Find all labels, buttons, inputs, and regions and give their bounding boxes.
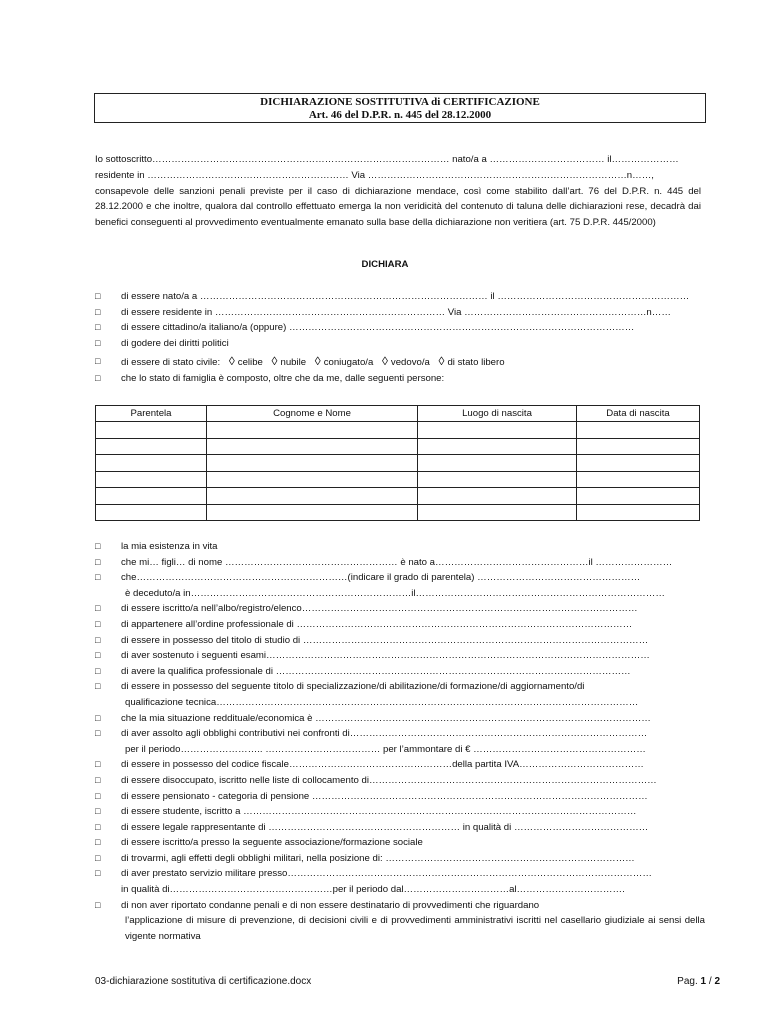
list-item[interactable]: □ di essere legale rappresentante di …………………………………………………… in qualità di …………………………………… <box>95 820 705 836</box>
family-table <box>95 405 700 521</box>
table-cell[interactable] <box>577 455 700 472</box>
checkbox[interactable]: □ <box>95 618 101 629</box>
table-cell[interactable] <box>418 504 577 521</box>
table-cell[interactable] <box>96 504 207 521</box>
continuation-line: è deceduto/a in……………………………………………………………il…………………………………………………………………… <box>125 587 665 599</box>
option-coniugato: coniugato/a <box>323 357 374 369</box>
continuation-line: per il periodo…………………….. ……………………………… per l’ammontare di € ……………………………………………… <box>125 743 646 755</box>
list-item[interactable]: □ di aver assolto agli obblighi contributivi nei confronti di………………………………………………………………………………… per il periodo…………………….. ……………………………… per l’ammontare di € ……………………………………………… <box>95 726 705 757</box>
table-cell[interactable] <box>207 455 418 472</box>
checkbox[interactable]: □ <box>95 852 101 863</box>
list-item[interactable]: □ di essere disoccupato, iscritto nelle liste di collocamento di……………………………………………………………………………… <box>95 773 705 789</box>
table-cell[interactable] <box>577 504 700 521</box>
list-item[interactable]: □ di essere studente, iscritto a …………………………………………………………………………………………………………… <box>95 804 705 820</box>
table-cell[interactable] <box>418 438 577 455</box>
list-item[interactable]: □ di essere pensionato - categoria di pensione …………………………………………………………………………………………… <box>95 789 705 805</box>
list-item[interactable]: □ di appartenere all’ordine professionale di …………………………………………………………………………………………… <box>95 617 705 633</box>
document-subtitle: Art. 46 del D.P.R. n. 445 del 28.12.2000 <box>308 109 492 121</box>
table-cell[interactable] <box>96 422 207 439</box>
checkbox[interactable]: □ <box>95 728 101 739</box>
checkbox[interactable]: □ <box>95 322 101 333</box>
checkbox[interactable]: □ <box>95 603 101 614</box>
checkbox[interactable]: □ <box>95 572 101 583</box>
table-cell[interactable] <box>577 438 700 455</box>
dichiara-heading: DICHIARA <box>361 259 409 270</box>
option-nubile: nubile <box>280 357 307 369</box>
checkbox[interactable]: □ <box>95 306 101 317</box>
document-title: DICHIARAZIONE SOSTITUTIVA di CERTIFICAZIONE <box>260 96 540 108</box>
list-item[interactable]: □ di trovarmi, agli effetti degli obblighi militari, nella posizione di: …………………………………………………………………… <box>95 851 705 867</box>
checkbox[interactable]: □ <box>95 899 101 910</box>
list-item[interactable]: □ di essere iscritto/a nell’albo/registro/elenco…………………………………………………………………………………………… <box>95 601 705 617</box>
list-item[interactable]: □ che la mia situazione reddituale/economica è …………………………………………………………………………………………… <box>95 711 705 727</box>
column-header: Luogo di nascita <box>418 406 577 422</box>
table-cell[interactable] <box>207 504 418 521</box>
list-item[interactable]: □ che…………………………………………………………(indicare il grado di parentela) …………………………………………… è deceduto/a in……………………………………………………………il…………………………………………………………………… <box>95 570 705 601</box>
option-vedovo: vedovo/a <box>390 357 430 369</box>
table-row <box>96 504 700 521</box>
checkbox[interactable]: □ <box>95 806 101 817</box>
title-box <box>94 93 706 123</box>
checkbox[interactable]: □ <box>95 665 101 676</box>
list-item[interactable]: □ che lo stato di famiglia è composto, oltre che da me, dalle seguenti persone: <box>95 371 705 387</box>
list-item[interactable]: □ di essere nato/a a ……………………………………………………………………………… il …………………………………………………… <box>95 289 705 305</box>
list-item[interactable]: □ di essere cittadino/a italiano/a (oppure) ……………………………………………………………………………………………… <box>95 320 705 336</box>
checkbox[interactable]: □ <box>95 868 101 879</box>
checkbox[interactable]: □ <box>95 556 101 567</box>
column-header: Cognome e Nome <box>207 406 418 422</box>
checkbox[interactable]: □ <box>95 837 101 848</box>
intro-paragraph: consapevole delle sanzioni penali previste per il caso di dichiarazione mendace, così come stabilito dall’art. 76 del D.P.R. n. 445 del 28.12.2000 e che inoltre, qualora dal controllo effettuato emerga la non veridicità del contenuto di taluna delle dichiarazioni rese, decadrà dai benefici conseguenti al provvedimento eventualmente emanato sulla base della dichiarazione non veritiera (art. 75 D.P.R. 445/2000) <box>95 185 701 229</box>
table-cell[interactable] <box>418 455 577 472</box>
footer-page-number: Pag. 1 / 2 <box>677 976 720 987</box>
checkbox[interactable]: □ <box>95 372 101 383</box>
list-item[interactable]: □ di avere la qualifica professionale di ………………………………………………………………………………………………… <box>95 664 705 680</box>
checkbox[interactable]: □ <box>95 759 101 770</box>
diamond-icon[interactable]: ◊ <box>381 354 388 369</box>
stato-civile-item[interactable] <box>95 354 705 371</box>
diamond-icon[interactable]: ◊ <box>271 354 278 369</box>
diamond-icon[interactable]: ◊ <box>314 354 321 369</box>
list-item[interactable]: □ di essere in possesso del seguente titolo di specializzazione/di abilitazione/di formazione/di aggiornamento/di qualificazione tecnica…………………………………………………………………………………………………………………… <box>95 679 705 710</box>
intro-line-name: Io sottoscritto………………………………………………………………………………… nato/a a ……………………………… il………………… <box>95 154 679 165</box>
table-header-row <box>96 406 700 422</box>
option-celibe: celibe <box>237 357 263 369</box>
table-cell[interactable] <box>207 488 418 505</box>
table-row <box>96 455 700 472</box>
stato-civile-label: di essere di stato civile: <box>121 357 221 369</box>
checkbox[interactable]: □ <box>95 634 101 645</box>
table-cell[interactable] <box>418 471 577 488</box>
checkbox[interactable]: □ <box>95 712 101 723</box>
checkbox[interactable]: □ <box>95 821 101 832</box>
table-cell[interactable] <box>577 422 700 439</box>
table-row <box>96 422 700 439</box>
list-item[interactable]: □ di aver prestato servizio militare presso…………………………………………………………………………………………………… in qualità di……………………………………………per il periodo dal……………………………al……………………………. <box>95 866 705 897</box>
intro-section <box>95 152 701 231</box>
list-item[interactable]: □ di essere in possesso del codice fiscale……………………………………………della partita IVA………………………………… <box>95 757 705 773</box>
intro-line-residence: residente in ……………………………………………………… Via ………………………………………………………………………n……, <box>95 169 654 181</box>
table-cell[interactable] <box>96 438 207 455</box>
footer-filename: 03-dichiarazione sostitutiva di certificazione.docx <box>95 976 312 987</box>
table-cell[interactable] <box>207 422 418 439</box>
list-item[interactable]: □ di essere residente in ……………………………………………………………… Via …………………………………………………n…… <box>95 305 705 321</box>
checkbox[interactable]: □ <box>95 541 101 551</box>
option-stato-libero: di stato libero <box>447 357 505 369</box>
column-header: Parentela <box>96 406 207 422</box>
checkbox[interactable]: □ <box>95 774 101 785</box>
table-row <box>96 488 700 505</box>
table-row <box>96 438 700 455</box>
table-cell[interactable] <box>207 471 418 488</box>
checkbox[interactable]: □ <box>95 790 101 801</box>
list-item[interactable]: □ di godere dei diritti politici <box>95 336 705 352</box>
table-cell[interactable] <box>207 438 418 455</box>
list-item[interactable]: □ la mia esistenza in vita <box>95 539 705 555</box>
checkbox[interactable]: □ <box>95 356 101 367</box>
table-cell[interactable] <box>96 488 207 505</box>
list-item[interactable]: □ di aver sostenuto i seguenti esami………………………………………………………………………………………………………… <box>95 648 705 664</box>
table-cell[interactable] <box>96 471 207 488</box>
column-header: Data di nascita <box>577 406 700 422</box>
continuation-line: in qualità di……………………………………………per il periodo dal……………………………al……………………………. <box>121 884 625 896</box>
list-item[interactable]: □ che mi… figli… di nome ……………………………………………… è nato a…………………………………………il …………………… <box>95 555 705 571</box>
second-declaration-list <box>95 539 705 944</box>
table-cell[interactable] <box>96 455 207 472</box>
table-cell[interactable] <box>577 471 700 488</box>
checkbox[interactable]: □ <box>95 291 101 301</box>
checkbox[interactable]: □ <box>95 681 101 692</box>
table-cell[interactable] <box>418 488 577 505</box>
table-row <box>96 471 700 488</box>
first-declaration-list <box>95 289 705 387</box>
diamond-icon[interactable]: ◊ <box>228 354 235 369</box>
continuation-paragraph: l’applicazione di misure di prevenzione, di decisioni civili e di provvedimenti amministrativi iscritti nel casellario giudiziale ai sensi della vigente normativa <box>125 915 705 942</box>
checkbox[interactable]: □ <box>95 650 101 661</box>
list-item[interactable]: □ di essere in possesso del titolo di studio di ……………………………………………………………………………………………… <box>95 633 705 649</box>
list-item[interactable]: □ di non aver riportato condanne penali e di non essere destinatario di provvedimenti che riguardano l’applicazione di misure di prevenzione, di decisioni civili e di provvedimenti amministrativi iscritti nel casellario giudiziale ai sensi della vigente normativa <box>95 898 705 945</box>
continuation-line: qualificazione tecnica…………………………………………………………………………………………………………………… <box>125 696 639 708</box>
diamond-icon[interactable]: ◊ <box>438 354 445 369</box>
table-cell[interactable] <box>418 422 577 439</box>
checkbox[interactable]: □ <box>95 337 101 348</box>
list-item[interactable]: □ di essere iscritto/a presso la seguente associazione/formazione sociale <box>95 835 705 851</box>
table-cell[interactable] <box>577 488 700 505</box>
